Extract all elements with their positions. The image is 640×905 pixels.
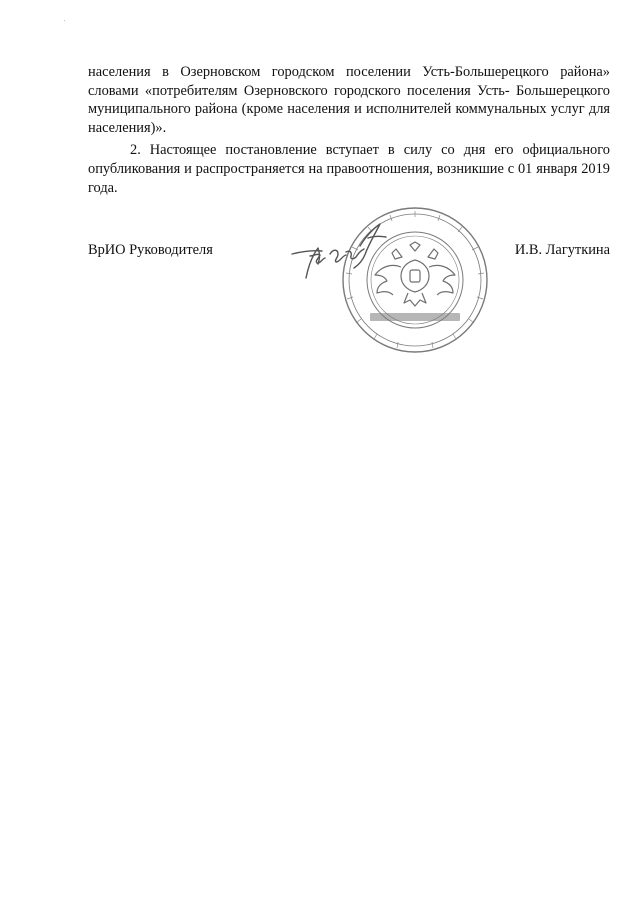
signatory-title: ВрИО Руководителя bbox=[88, 242, 213, 258]
paragraph-1-line-3: Большерецкого муниципального района (кроме населения и исполнителей bbox=[88, 82, 610, 118]
paragraph-1-line-4: коммунальных услуг для населения)». bbox=[88, 101, 610, 136]
signatory-name: И.В. Лагуткина bbox=[514, 242, 610, 258]
paragraph-1-line-1: населения в Озерновском городском поселении Усть-Большерецкого района» bbox=[88, 64, 610, 80]
paragraph-2: 2. Настоящее постановление вступает в силу со дня его официального опубликования и распространяется на правоотношения, возникшие с 01 января 2019 года. bbox=[88, 142, 610, 196]
paragraph-1 bbox=[88, 63, 610, 137]
paragraph-1-line-2: словами «потребителям Озерновского городского поселения Усть- bbox=[88, 82, 510, 99]
scan-speck bbox=[64, 20, 65, 21]
document-body bbox=[88, 63, 610, 197]
handwritten-signature-icon bbox=[286, 216, 396, 286]
